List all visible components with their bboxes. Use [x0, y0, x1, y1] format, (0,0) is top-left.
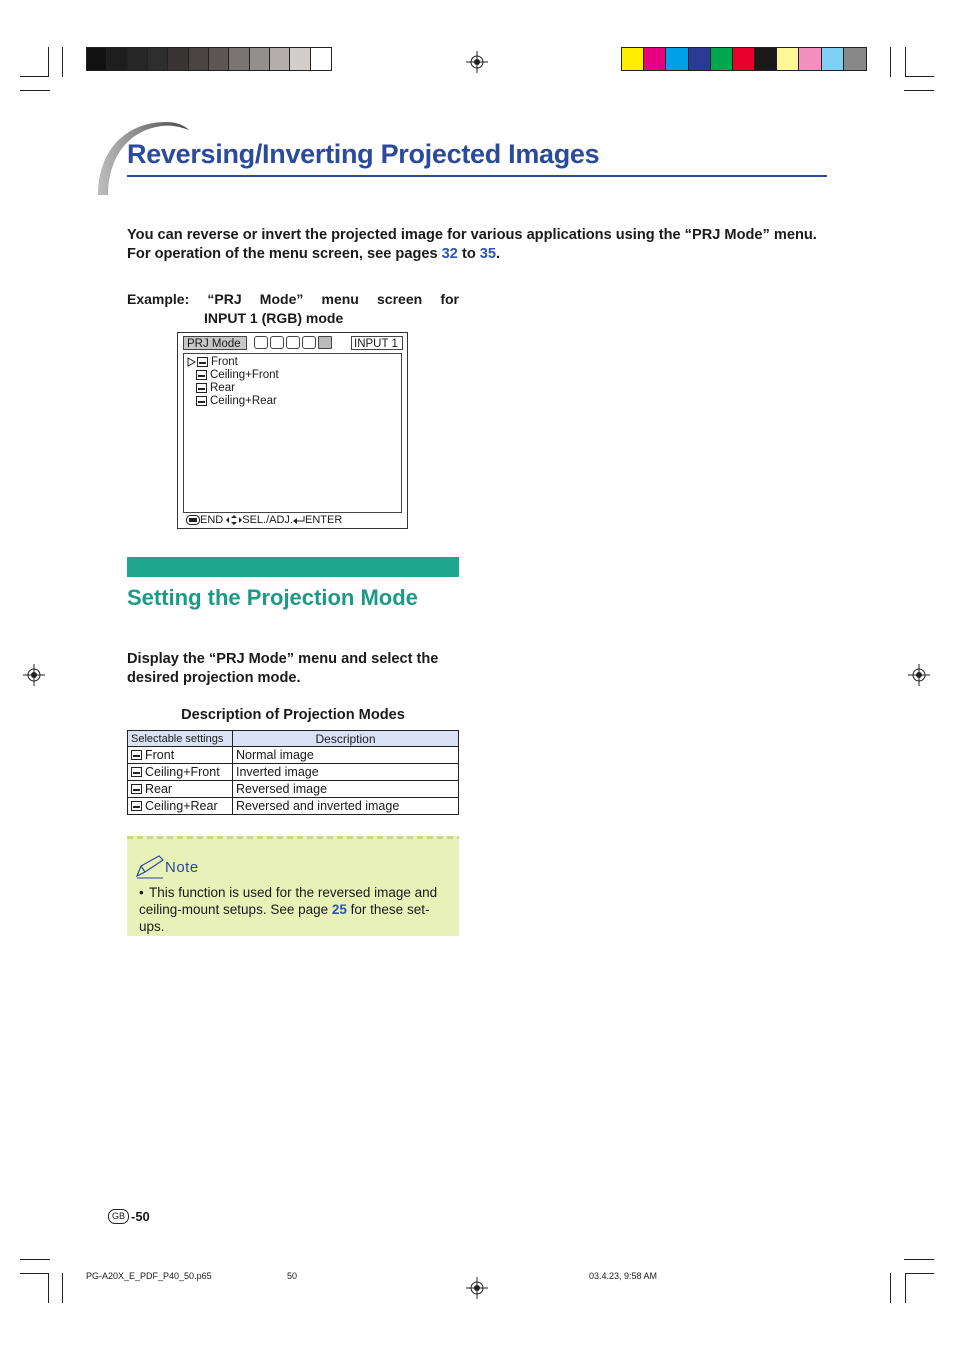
- page-number: [108, 1209, 150, 1224]
- crop-mark: [48, 47, 49, 77]
- intro-text: You can reverse or invert the projected image for various applications using the “PRJ Mode” menu. For operation of the menu screen, see pages: [127, 227, 817, 262]
- page-link-25[interactable]: 25: [331, 902, 347, 917]
- caption-word: “PRJ: [207, 291, 242, 307]
- color-swatch: [128, 48, 148, 70]
- table-row: [128, 781, 459, 798]
- color-swatch: [270, 48, 290, 70]
- color-swatch: [689, 48, 711, 70]
- footer-enter-label: ENTER: [304, 514, 343, 526]
- menu-item-label: Front: [211, 355, 238, 368]
- example-caption-line2: INPUT 1 (RGB) mode: [204, 310, 344, 326]
- section-instruction: Display the “PRJ Mode” menu and select the desired projection mode.: [127, 651, 439, 686]
- setting-label: Ceiling+Rear: [145, 799, 218, 813]
- table-row: [128, 747, 459, 764]
- registration-target-icon: [466, 1277, 488, 1299]
- intro-text: to: [457, 246, 480, 262]
- color-swatch: [311, 48, 331, 70]
- menu-item-label: Rear: [210, 381, 235, 394]
- color-swatch: [148, 48, 168, 70]
- menu-button-icon: [186, 515, 200, 525]
- front-projection-icon: [131, 750, 142, 760]
- fine-sync-menu-icon[interactable]: [270, 336, 284, 349]
- color-swatch: [168, 48, 188, 70]
- color-swatch: [644, 48, 666, 70]
- menu-icon-row: [254, 336, 332, 349]
- description-cell: Reversed image: [233, 781, 459, 798]
- registration-target-icon: [908, 664, 930, 686]
- page-link-32[interactable]: 32: [441, 246, 458, 262]
- color-swatch: [733, 48, 755, 70]
- crop-mark: [905, 47, 906, 77]
- note-text-part: This function is used for the reversed image and ceiling-mount setups. See page: [139, 885, 438, 917]
- crop-mark: [20, 90, 50, 91]
- front-projection-icon: [197, 357, 208, 367]
- color-swatch: [107, 48, 127, 70]
- footer-sheet-number: 50: [287, 1271, 298, 1281]
- registration-target-icon: [466, 51, 488, 73]
- color-swatch: [290, 48, 310, 70]
- crop-mark: [906, 76, 934, 77]
- page-title: Reversing/Inverting Projected Images: [127, 139, 600, 169]
- table-header-row: [128, 731, 459, 747]
- color-swatch: [755, 48, 777, 70]
- footer-end-label: END: [200, 514, 224, 526]
- input-indicator: INPUT 1: [351, 336, 403, 350]
- ceiling-front-projection-icon: [131, 767, 142, 777]
- table-row: [128, 764, 459, 781]
- note-text-part: for these set-ups.: [139, 902, 430, 934]
- menu-item-front[interactable]: [187, 355, 238, 368]
- crop-mark: [20, 1259, 50, 1260]
- crop-mark: [48, 1273, 49, 1303]
- setting-cell: [128, 764, 233, 781]
- column-header: Selectable settings: [128, 731, 233, 747]
- page-link-35[interactable]: 35: [479, 246, 497, 262]
- intro-paragraph: [127, 226, 832, 264]
- footer-timestamp: 03.4.23, 9:58 AM: [589, 1271, 658, 1281]
- note-text: [139, 884, 453, 935]
- menu-body: [183, 353, 402, 513]
- table-caption: Description of Projection Modes: [181, 707, 405, 723]
- caption-word: Example:: [127, 291, 190, 307]
- ceiling-rear-projection-icon: [131, 801, 142, 811]
- registration-target-icon: [23, 664, 45, 686]
- description-cell: Reversed and inverted image: [233, 798, 459, 815]
- options-menu-icon[interactable]: [302, 336, 316, 349]
- footer-filename: PG-A20X_E_PDF_P40_50.p65: [86, 1271, 212, 1281]
- title-underline: [127, 175, 827, 177]
- page-number-text: -50: [131, 1209, 150, 1224]
- caption-word: for: [440, 291, 459, 307]
- enter-arrow-icon: [293, 515, 305, 525]
- color-swatch: [711, 48, 733, 70]
- grayscale-calibration-bar: [86, 47, 332, 71]
- caption-word: screen: [377, 291, 423, 307]
- caption-word: menu: [321, 291, 359, 307]
- ceiling-rear-projection-icon: [196, 396, 207, 406]
- setting-cell: [128, 747, 233, 764]
- setting-label: Front: [145, 748, 175, 762]
- note-dashed-border: [127, 836, 459, 839]
- setting-label: Rear: [145, 782, 173, 796]
- setting-cell: [128, 781, 233, 798]
- crop-mark: [905, 1273, 906, 1303]
- cursor-triangle-icon: [187, 357, 196, 367]
- setting-label: Ceiling+Front: [145, 765, 220, 779]
- caption-word: Mode”: [259, 291, 304, 307]
- footer-sel-label: SEL./ADJ.: [242, 514, 293, 526]
- table-row: [128, 798, 459, 815]
- projection-modes-table: [127, 730, 459, 815]
- menu-item-rear[interactable]: [196, 381, 235, 394]
- menu-item-ceiling-rear[interactable]: [196, 394, 277, 407]
- crop-mark: [904, 1259, 934, 1260]
- color-swatch: [777, 48, 799, 70]
- crop-mark: [906, 1273, 934, 1274]
- color-calibration-bar: [621, 47, 867, 71]
- picture-menu-icon[interactable]: [254, 336, 268, 349]
- color-swatch: [666, 48, 688, 70]
- setting-cell: [128, 798, 233, 815]
- menu-item-label: Ceiling+Rear: [210, 394, 277, 407]
- prj-mode-menu-icon[interactable]: [318, 336, 332, 349]
- example-caption-line1: [127, 290, 459, 309]
- color-swatch: [209, 48, 229, 70]
- crop-mark: [62, 47, 63, 77]
- color-swatch: [87, 48, 107, 70]
- color-swatch: [229, 48, 249, 70]
- menu-item-label: Ceiling+Front: [210, 368, 279, 381]
- note-title: Note: [165, 859, 199, 876]
- color-swatch: [189, 48, 209, 70]
- rear-projection-icon: [131, 784, 142, 794]
- ceiling-front-projection-icon: [196, 370, 207, 380]
- crop-mark: [62, 1273, 63, 1303]
- prj-mode-menu-screen: [177, 332, 408, 529]
- example-caption: [127, 290, 459, 328]
- bullet: •: [139, 885, 144, 900]
- color-swatch: [844, 48, 866, 70]
- audio-menu-icon[interactable]: [286, 336, 300, 349]
- crop-mark: [890, 1273, 891, 1303]
- color-swatch: [799, 48, 821, 70]
- color-swatch: [622, 48, 644, 70]
- crop-mark: [904, 90, 934, 91]
- crop-mark: [20, 1273, 48, 1274]
- gb-badge: GB: [108, 1209, 129, 1224]
- menu-item-ceiling-front[interactable]: [196, 368, 279, 381]
- arrow-keys-icon: [226, 515, 242, 525]
- crop-mark: [890, 47, 891, 77]
- description-cell: Normal image: [233, 747, 459, 764]
- description-cell: Inverted image: [233, 764, 459, 781]
- column-header: Description: [233, 731, 459, 747]
- color-swatch: [822, 48, 844, 70]
- intro-text: .: [496, 246, 501, 262]
- section-color-band: [127, 557, 459, 577]
- crop-mark: [20, 76, 48, 77]
- note-box: [127, 836, 459, 936]
- menu-footer-help: [186, 514, 342, 526]
- color-swatch: [250, 48, 270, 70]
- rear-projection-icon: [196, 383, 207, 393]
- menu-tab-prj-mode[interactable]: PRJ Mode: [183, 336, 247, 350]
- pencil-note-icon: [135, 854, 165, 880]
- section-heading: Setting the Projection Mode: [127, 585, 418, 610]
